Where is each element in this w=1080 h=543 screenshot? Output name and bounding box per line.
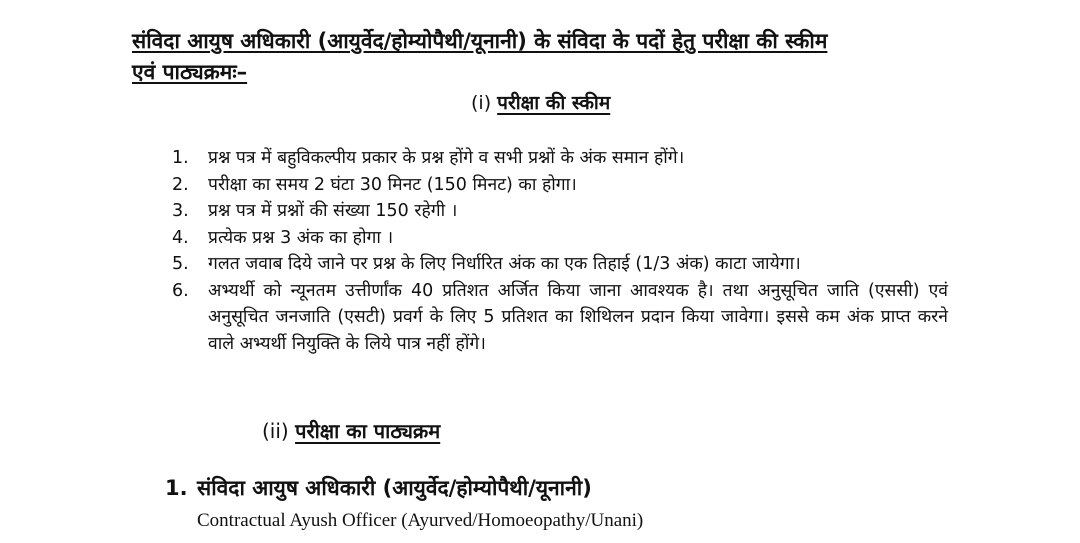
rule-number: 1. bbox=[172, 148, 189, 168]
rule-item bbox=[172, 225, 948, 252]
rule-text: परीक्षा का समय 2 घंटा 30 मिनट (150 मिनट) का होगा। bbox=[208, 174, 577, 195]
syllabus-heading-text: परीक्षा का पाठ्यक्रम bbox=[295, 419, 441, 443]
syllabus-item bbox=[165, 473, 592, 503]
rule-text: प्रश्न पत्र में बहुविकल्पीय प्रकार के प्रश्न होंगे व सभी प्रश्नों के अंक समान होंगे। bbox=[208, 148, 685, 168]
rule-text: प्रत्येक प्रश्न 3 अंक का होगा । bbox=[208, 227, 394, 248]
rule-number: 3. bbox=[172, 201, 189, 221]
syllabus-item-english: Contractual Ayush Officer (Ayurved/Homoeopathy/Unani) bbox=[197, 510, 644, 531]
rule-text: गलत जवाब दिये जाने पर प्रश्न के लिए निर्धारित अंक का एक तिहाई (1/3 अंक) काटा जायेगा। bbox=[208, 254, 801, 274]
rule-item bbox=[172, 251, 948, 278]
rule-number: 5. bbox=[172, 254, 189, 274]
syllabus-heading bbox=[262, 418, 440, 444]
scheme-heading-text: परीक्षा की स्कीम bbox=[497, 92, 611, 114]
rule-item bbox=[172, 145, 948, 172]
syllabus-item-number: 1. bbox=[165, 476, 188, 500]
rule-text: प्रश्न पत्र में प्रश्नों की संख्या 150 रहेगी । bbox=[208, 201, 458, 221]
rule-item bbox=[172, 278, 948, 358]
rule-number: 2. bbox=[172, 174, 189, 195]
scheme-rules-list bbox=[172, 145, 948, 357]
rule-number: 4. bbox=[172, 227, 189, 248]
scheme-heading-number: (i) bbox=[471, 92, 492, 114]
title-line-2: एवं पाठ्यक्रमः– bbox=[132, 60, 248, 84]
scheme-heading bbox=[471, 90, 610, 116]
syllabus-item-text: संविदा आयुष अधिकारी (आयुर्वेद/होम्योपैथी/यूनानी) bbox=[197, 476, 592, 500]
rule-text: अभ्यर्थी को न्यूनतम उत्तीर्णांक 40 प्रतिशत अर्जित किया जाना आवश्यक है। तथा अनुसूचित जाति (एससी) एवं अनुसूचित जनजाति (एसटी) प्रवर्ग के लिए 5 प्रतिशत का शिथिलन प्रदान किया जावेगा। इससे कम अंक प्राप्त करने वाले अभ्यर्थी नियुक्ति के लिये पात्र नहीं होंगे। bbox=[208, 280, 948, 354]
document-title bbox=[132, 26, 962, 88]
syllabus-heading-number: (ii) bbox=[262, 419, 289, 443]
title-line-1: संविदा आयुष अधिकारी (आयुर्वेद/होम्योपैथी/यूनानी) के संविदा के पदों हेतु परीक्षा की स्कीम bbox=[132, 29, 828, 53]
rule-item bbox=[172, 198, 948, 225]
rule-item bbox=[172, 172, 948, 199]
rule-number: 6. bbox=[172, 280, 189, 301]
